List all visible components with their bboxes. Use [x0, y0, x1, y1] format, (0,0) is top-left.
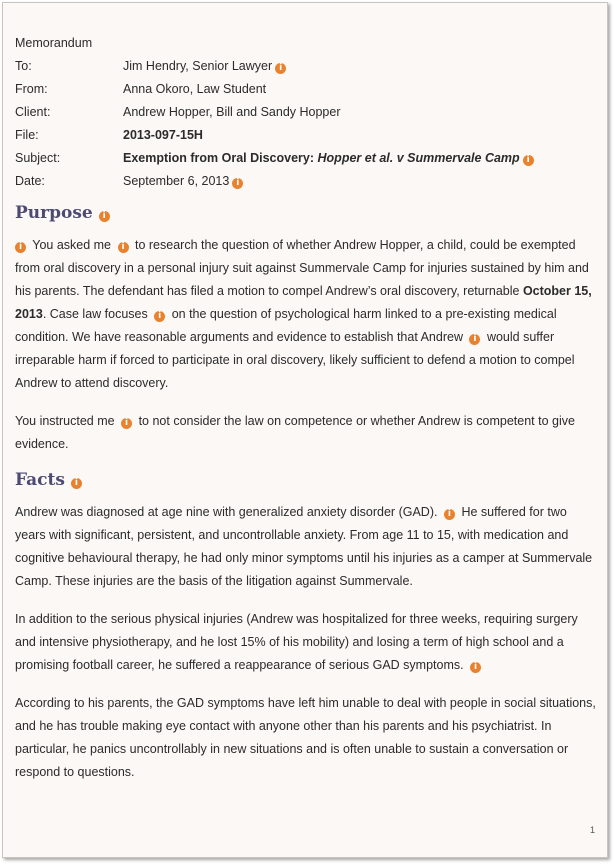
client-value: Andrew Hopper, Bill and Sandy Hopper	[123, 105, 341, 119]
subject-row	[15, 148, 597, 171]
purpose-text: You instructed me	[15, 414, 115, 428]
facts-text: He suffered for two years with significant, persistent, and uncontrollable anxiety. From age 11 to 15, with medication and cognitive behavioural therapy, he had only minor symptoms until his injuries as a camper at Summervale Camp. These injuries are the basis of the litigation against Summervale.	[15, 505, 593, 588]
memo-content	[15, 33, 597, 784]
date-row	[15, 171, 597, 194]
date-value: September 6, 2013	[123, 174, 230, 188]
info-icon[interactable]: i	[444, 509, 455, 520]
from-label: From:	[15, 82, 48, 96]
purpose-paragraph-1	[15, 234, 597, 395]
purpose-heading-text: Purpose	[15, 203, 93, 223]
to-label: To:	[15, 59, 32, 73]
info-icon[interactable]: i	[275, 63, 286, 74]
client-label: Client:	[15, 105, 51, 119]
info-icon[interactable]: i	[121, 418, 132, 429]
info-icon[interactable]: i	[154, 311, 165, 322]
from-value: Anna Okoro, Law Student	[123, 82, 267, 96]
from-row	[15, 79, 597, 102]
memo-title: Memorandum	[15, 36, 93, 50]
subject-case: Hopper et al. v Summervale Camp	[317, 151, 520, 165]
purpose-text: to not consider the law on competence or whether Andrew is competent to give evidence.	[15, 414, 575, 451]
memo-page	[2, 2, 608, 858]
info-icon[interactable]: i	[15, 242, 26, 253]
facts-paragraph-1	[15, 501, 597, 593]
purpose-text: would suffer irreparable harm if forced to participate in oral discovery, likely sufficient to defend a motion to compel Andrew to attend discovery.	[15, 330, 575, 390]
returnable-date: October 15, 2013	[15, 284, 592, 321]
info-icon[interactable]: i	[118, 242, 129, 253]
purpose-heading	[15, 200, 597, 226]
file-label: File:	[15, 128, 39, 142]
facts-heading	[15, 467, 597, 493]
client-row	[15, 102, 597, 125]
purpose-text: on the question of psychological harm linked to a pre-existing medical condition. We have reasonable arguments and evidence to establish that Andrew	[15, 307, 557, 344]
facts-paragraph-3	[15, 692, 597, 784]
info-icon[interactable]: i	[470, 662, 481, 673]
facts-text: Andrew was diagnosed at age nine with generalized anxiety disorder (GAD).	[15, 505, 438, 519]
info-icon[interactable]: i	[523, 155, 534, 166]
page-number: 1	[589, 825, 595, 835]
facts-heading-text: Facts	[15, 470, 65, 490]
to-value: Jim Hendry, Senior Lawyer	[123, 59, 273, 73]
facts-text: According to his parents, the GAD symptoms have left him unable to deal with people in social situations, and he has trouble making eye contact with anyone other than his parents and his psychiatrist. In particular, he panics uncontrollably in new situations and is often unable to sustain a conversation or respond to questions.	[15, 696, 596, 779]
subject-label: Subject:	[15, 151, 61, 165]
facts-text: In addition to the serious physical injuries (Andrew was hospitalized for three weeks, requiring surgery and intensive physiotherapy, and he lost 15% of his mobility) and losing a term of high school and a promising football career, he suffered a reappearance of serious GAD symptoms.	[15, 612, 578, 672]
purpose-text: . Case law focuses	[42, 307, 148, 321]
date-label: Date:	[15, 174, 45, 188]
info-icon[interactable]: i	[99, 211, 110, 222]
file-value: 2013-097-15H	[123, 128, 203, 142]
info-icon[interactable]: i	[71, 478, 82, 489]
purpose-text: to research the question of whether Andrew Hopper, a child, could be exempted from oral discovery in a personal injury suit against Summervale Camp for injuries sustained by him and his parents. The defendant has filed a motion to compel Andrew’s oral discovery, returnable	[15, 238, 589, 298]
facts-paragraph-2	[15, 608, 597, 677]
info-icon[interactable]: i	[469, 334, 480, 345]
subject-prefix: Exemption from Oral Discovery:	[123, 151, 318, 165]
info-icon[interactable]: i	[232, 178, 243, 189]
purpose-paragraph-2	[15, 410, 597, 456]
file-row	[15, 125, 597, 148]
purpose-text: You asked me	[32, 238, 112, 252]
to-row	[15, 56, 597, 79]
